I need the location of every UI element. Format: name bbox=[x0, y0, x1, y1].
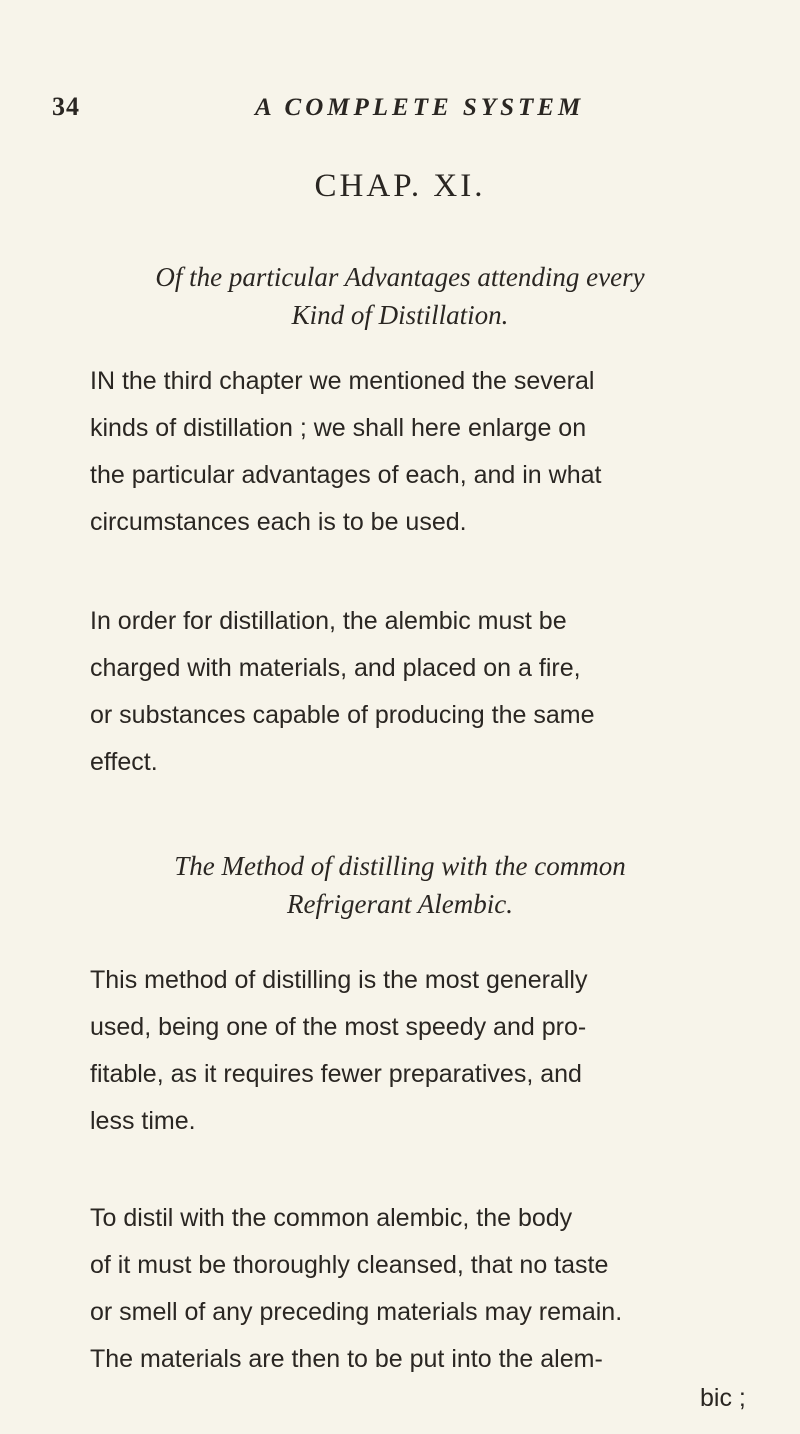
section-heading bbox=[60, 847, 740, 923]
page-number: 34 bbox=[52, 92, 80, 121]
text-line: of it must be thoroughly cleansed, that no taste bbox=[90, 1251, 609, 1279]
paragraph bbox=[90, 598, 750, 786]
text-line: less time. bbox=[90, 1107, 196, 1135]
text-line: IN the third chapter we mentioned the several bbox=[90, 367, 595, 395]
chapter-title: CHAP. XI. bbox=[314, 168, 486, 204]
text-line: circumstances each is to be used. bbox=[90, 508, 467, 536]
chapter-heading-line: Of the particular Advantages attending every bbox=[155, 262, 645, 292]
text-line: The materials are then to be put into the alem- bbox=[90, 1345, 603, 1373]
text-line: fitable, as it requires fewer preparatives, and bbox=[90, 1060, 582, 1088]
catchword: bic ; bbox=[700, 1384, 746, 1412]
text-line: used, being one of the most speedy and pro- bbox=[90, 1013, 587, 1041]
running-head: A COMPLETE SYSTEM bbox=[255, 94, 585, 121]
text-line: or smell of any preceding materials may remain. bbox=[90, 1298, 623, 1326]
paragraph bbox=[90, 358, 750, 546]
section-heading-line: Refrigerant Alembic. bbox=[287, 889, 513, 919]
paragraph bbox=[90, 1195, 750, 1383]
text-line: In order for distillation, the alembic must be bbox=[90, 607, 567, 635]
section-heading-line: The Method of distilling with the common bbox=[174, 851, 626, 881]
text-line: or substances capable of producing the same bbox=[90, 701, 595, 729]
text-line: kinds of distillation ; we shall here enlarge on bbox=[90, 414, 587, 442]
text-line: To distil with the common alembic, the body bbox=[90, 1204, 573, 1232]
text-line: charged with materials, and placed on a fire, bbox=[90, 654, 581, 682]
paragraph bbox=[90, 957, 750, 1145]
chapter-heading bbox=[60, 258, 740, 334]
text-line: This method of distilling is the most generally bbox=[90, 966, 588, 994]
text-line: effect. bbox=[90, 748, 158, 776]
text-line: the particular advantages of each, and in what bbox=[90, 461, 602, 489]
chapter-heading-line: Kind of Distillation. bbox=[291, 300, 509, 330]
